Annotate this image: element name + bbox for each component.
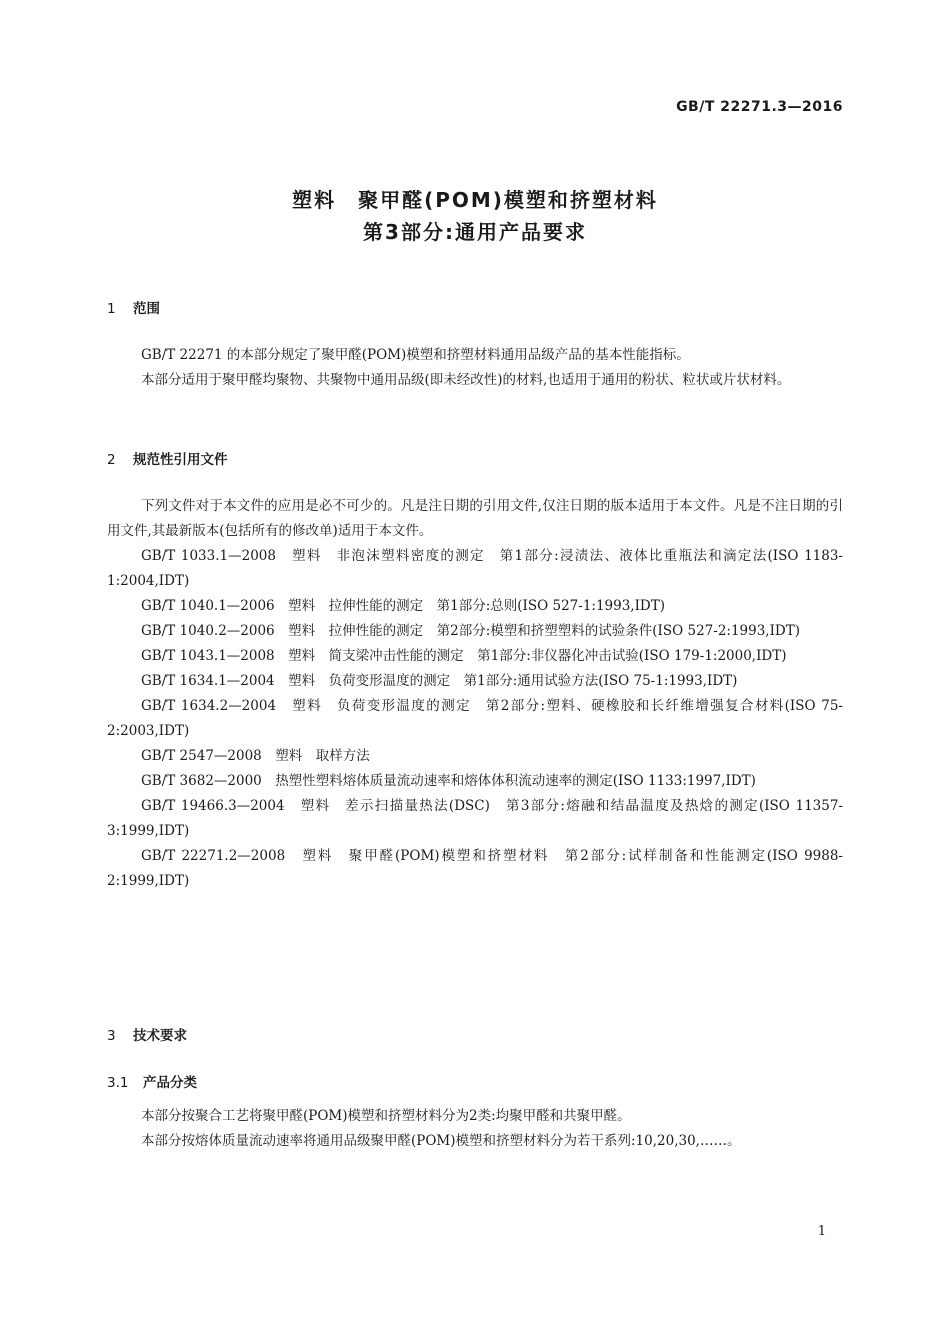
section-number: 3 [107, 1028, 116, 1044]
paragraph: 本部分按熔体质量流动速率将通用品级聚甲醛(POM)模塑和挤塑材料分为若干系列:10,20,30,……。 [141, 1133, 741, 1149]
section-3-1-heading [107, 1071, 197, 1091]
section-number: 1 [107, 301, 116, 317]
section-3-heading [107, 1024, 187, 1044]
reference-item: GB/T 1033.1—2008 塑料 非泡沫塑料密度的测定 第1部分:浸渍法、液体比重瓶法和滴定法(ISO 1183-1:2004,IDT) [107, 548, 843, 589]
page-number: 1 [817, 1224, 826, 1239]
section-title: 技术要求 [133, 1028, 187, 1044]
section-title: 产品分类 [143, 1075, 197, 1091]
reference-item: GB/T 22271.2—2008 塑料 聚甲醛(POM)模塑和挤塑材料 第2部分:试样制备和性能测定(ISO 9988-2:1999,IDT) [107, 848, 843, 889]
reference-item: GB/T 1043.1—2008 塑料 简支梁冲击性能的测定 第1部分:非仪器化冲击试验(ISO 179-1:2000,IDT) [141, 648, 787, 664]
section-number: 3.1 [107, 1075, 129, 1091]
section-3-1-body [107, 1104, 843, 1154]
reference-item: GB/T 2547—2008 塑料 取样方法 [141, 748, 370, 764]
section-2-heading [107, 448, 228, 468]
reference-item: GB/T 19466.3—2004 塑料 差示扫描量热法(DSC) 第3部分:熔融和结晶温度及热焓的测定(ISO 11357-3:1999,IDT) [107, 798, 843, 839]
section-1-heading [107, 297, 160, 317]
section-1-body [107, 343, 843, 393]
section-2-body [107, 494, 843, 894]
reference-item: GB/T 1634.2—2004 塑料 负荷变形温度的测定 第2部分:塑料、硬橡胶和长纤维增强复合材料(ISO 75-2:2003,IDT) [107, 698, 843, 739]
document-title-line2: 第3部分:通用产品要求 [363, 220, 587, 244]
paragraph: GB/T 22271 的本部分规定了聚甲醛(POM)模塑和挤塑材料通用品级产品的基本性能指标。 [141, 347, 690, 363]
section-number: 2 [107, 452, 116, 468]
standard-code: GB/T 22271.3—2016 [676, 99, 843, 115]
section-title: 规范性引用文件 [133, 452, 228, 468]
paragraph: 本部分按聚合工艺将聚甲醛(POM)模塑和挤塑材料分为2类:均聚甲醛和共聚甲醛。 [141, 1108, 631, 1124]
document-title-line1: 塑料 聚甲醛(POM)模塑和挤塑材料 [292, 188, 658, 212]
reference-item: GB/T 1040.1—2006 塑料 拉伸性能的测定 第1部分:总则(ISO 527-1:1993,IDT) [141, 598, 666, 614]
paragraph: 下列文件对于本文件的应用是必不可少的。凡是注日期的引用文件,仅注日期的版本适用于本文件。凡是不注日期的引用文件,其最新版本(包括所有的修改单)适用于本文件。 [107, 498, 843, 539]
reference-item: GB/T 1040.2—2006 塑料 拉伸性能的测定 第2部分:模塑和挤塑塑料的试验条件(ISO 527-2:1993,IDT) [141, 623, 801, 639]
section-title: 范围 [133, 301, 160, 317]
reference-item: GB/T 1634.1—2004 塑料 负荷变形温度的测定 第1部分:通用试验方法(ISO 75-1:1993,IDT) [141, 673, 738, 689]
reference-item: GB/T 3682—2000 热塑性塑料熔体质量流动速率和熔体体积流动速率的测定(ISO 1133:1997,IDT) [141, 773, 756, 789]
paragraph: 本部分适用于聚甲醛均聚物、共聚物中通用品级(即未经改性)的材料,也适用于通用的粉状、粒状或片状材料。 [141, 372, 791, 388]
